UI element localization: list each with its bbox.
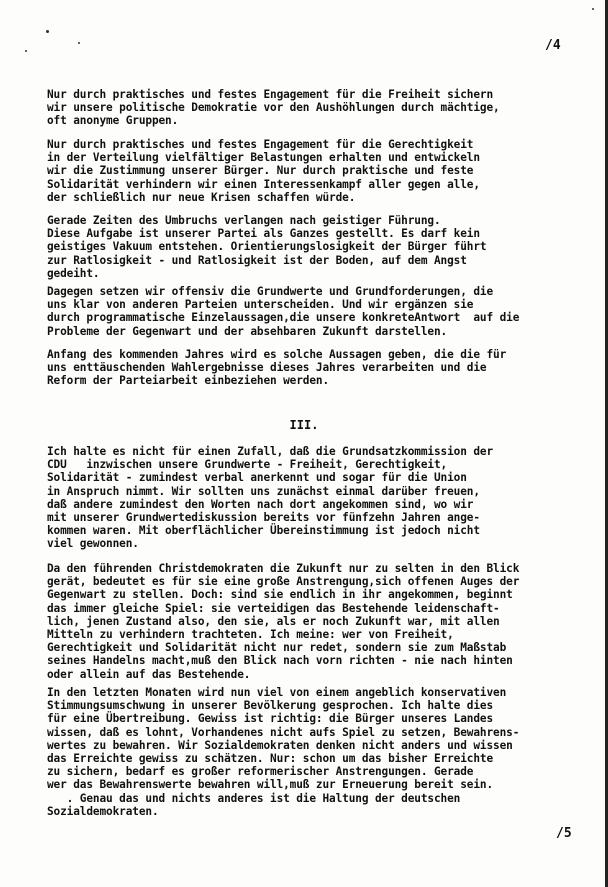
section-heading: III. [289,418,319,432]
text-line: lich, jenen Zustand also, den sie, als er noch Zukunft war, mit allen [47,614,500,628]
page-number-top: /4 [545,38,561,53]
page-number-bottom: /5 [556,826,572,841]
scan-speck [592,8,594,10]
text-line: wir unsere politische Demokratie vor den Aushöhlungen durch mächtige, [47,101,500,115]
text-line: geistiges Vakuum entstehen. Orientierungslosigkeit der Bürger führt [47,240,487,254]
text-line: uns enttäuschenden Wahlergebnisse dieses Jahres verarbeiten und die [47,361,487,375]
text-line: das immer gleiche Spiel: sie verteidigen das Bestehende leidenschaft- [47,601,500,615]
text-line: Da den führenden Christdemokraten die Zukunft nur zu selten in den Blick [47,562,520,575]
paragraph-3 [47,214,569,280]
paragraph-7 [47,562,569,681]
text-line: uns klar von anderen Parteien unterscheiden. Und wir ergänzen sie [47,298,474,312]
text-line: in Anspruch nimmt. Wir sollten uns zunächst einmal darüber freuen, [47,484,480,498]
text-line: Dagegen setzen wir offensiv die Grundwerte und Grundforderungen, die [47,285,494,298]
paragraph-8 [47,686,569,818]
text-line: Diese Aufgabe ist unserer Partei als Ganzes gestellt. Es darf kein [47,227,480,241]
text-line: wertes zu bewahren. Wir Sozialdemokraten denken nicht anders und wissen [47,738,513,752]
text-line: Anfang des kommenden Jahres wird es solche Aussagen geben, die die für [47,348,507,361]
text-line: mit unserer Grundwertediskussion bereits vor fünfzehn Jahren ange- [47,511,480,525]
text-line: Reform der Parteiarbeit einbeziehen werden. [47,374,330,388]
text-line: Solidarität - zumindest verbal anerkennt und sogar für die Union [47,471,467,485]
text-line: oder allein auf das Bestehende. [47,667,251,681]
text-line: Mitteln zu verhindern trachteten. Ich meine: wer von Freiheit, [47,628,454,642]
text-line: Sozialdemokraten. [47,804,159,818]
text-line: Solidarität verhindern wir einen Interessenkampf aller gegen alle, [47,177,480,191]
text-line: der schließlich nur neue Krisen schaffen würde. [47,190,356,204]
text-line: gerät, bedeutet es für sie eine große Anstrengung,sich offenen Auges der [47,575,520,589]
text-line: Gegenwart zu stellen. Doch: sind sie endlich in ihr angekommen, beginnt [47,588,513,602]
text-line: wer das Bewahrenswerte bewahren will,muß zur Erneuerung bereit sein. [47,778,494,792]
paragraph-6 [47,445,569,551]
text-line: Stimmungsumschwung in unserer Bevölkerung gesprochen. Ich halte dies [47,699,494,713]
text-line: In den letzten Monaten wird nun viel von einem angeblich konservativen [47,686,507,699]
text-line: wir die Zustimmung unserer Bürger. Nur durch praktische und feste [47,164,474,178]
text-line: CDU inzwischen unsere Grundwerte - Freiheit, Gerechtigkeit, [47,458,448,472]
text-line: durch programmatische Einzelaussagen,die unsere konkreteAntwort auf die [47,311,520,325]
paragraph-5 [47,348,569,388]
scan-speck [25,50,27,52]
text-line: in der Verteilung vielfältiger Belastungen erhalten und entwickeln [47,151,480,165]
text-line: zu sichern, bedarf es großer reformerischer Anstrengungen. Gerade [47,765,474,779]
text-line: zur Ratlosigkeit - und Ratlosigkeit ist der Boden, auf dem Angst [47,253,467,267]
text-line: Gerade Zeiten des Umbruchs verlangen nach geistiger Führung. [47,214,441,227]
paragraph-1 [47,88,569,128]
text-line: Nur durch praktisches und festes Engagement für die Freiheit sichern [47,88,494,101]
text-line: . Genau das und nichts anderes ist die Haltung der deutschen [47,791,461,805]
text-line: oft anonyme Gruppen. [47,114,179,128]
text-line: Gerechtigkeit und Solidarität nicht nur redet, sondern sie zum Maßstab [47,641,507,655]
text-line: daß andere zumindest den Worten nach dort angekommen sind, wo wir [47,497,474,511]
text-line: Nur durch praktisches und festes Engagement für die Gerechtigkeit [47,138,474,151]
text-line: seines Handelns macht,muß den Blick nach vorn richten - nie nach hinten [47,654,513,668]
text-line: Probleme der Gegenwart und der absehbaren Zukunft darstellen. [47,324,448,338]
text-line: das Erreichte gewiss zu schätzen. Nur: schon um das bisher Erreichte [47,752,494,766]
text-line: kommen waren. Mit oberflächlicher Übereinstimmung ist jedoch nicht [47,524,480,538]
paragraph-2 [47,138,569,204]
text-line: wissen, daß es lohnt, Vorhandenes nicht aufs Spiel zu setzen, Bewahrens- [47,725,520,739]
text-line: für eine Übertreibung. Gewiss ist richtig: die Bürger unseres Landes [47,712,494,726]
text-line: viel gewonnen. [47,537,139,551]
text-line: gedeiht. [47,266,100,280]
paragraph-4 [47,285,569,338]
text-line: Ich halte es nicht für einen Zufall, daß die Grundsatzkommission der [47,445,494,458]
scan-speck [78,42,80,44]
scan-speck [46,30,49,33]
